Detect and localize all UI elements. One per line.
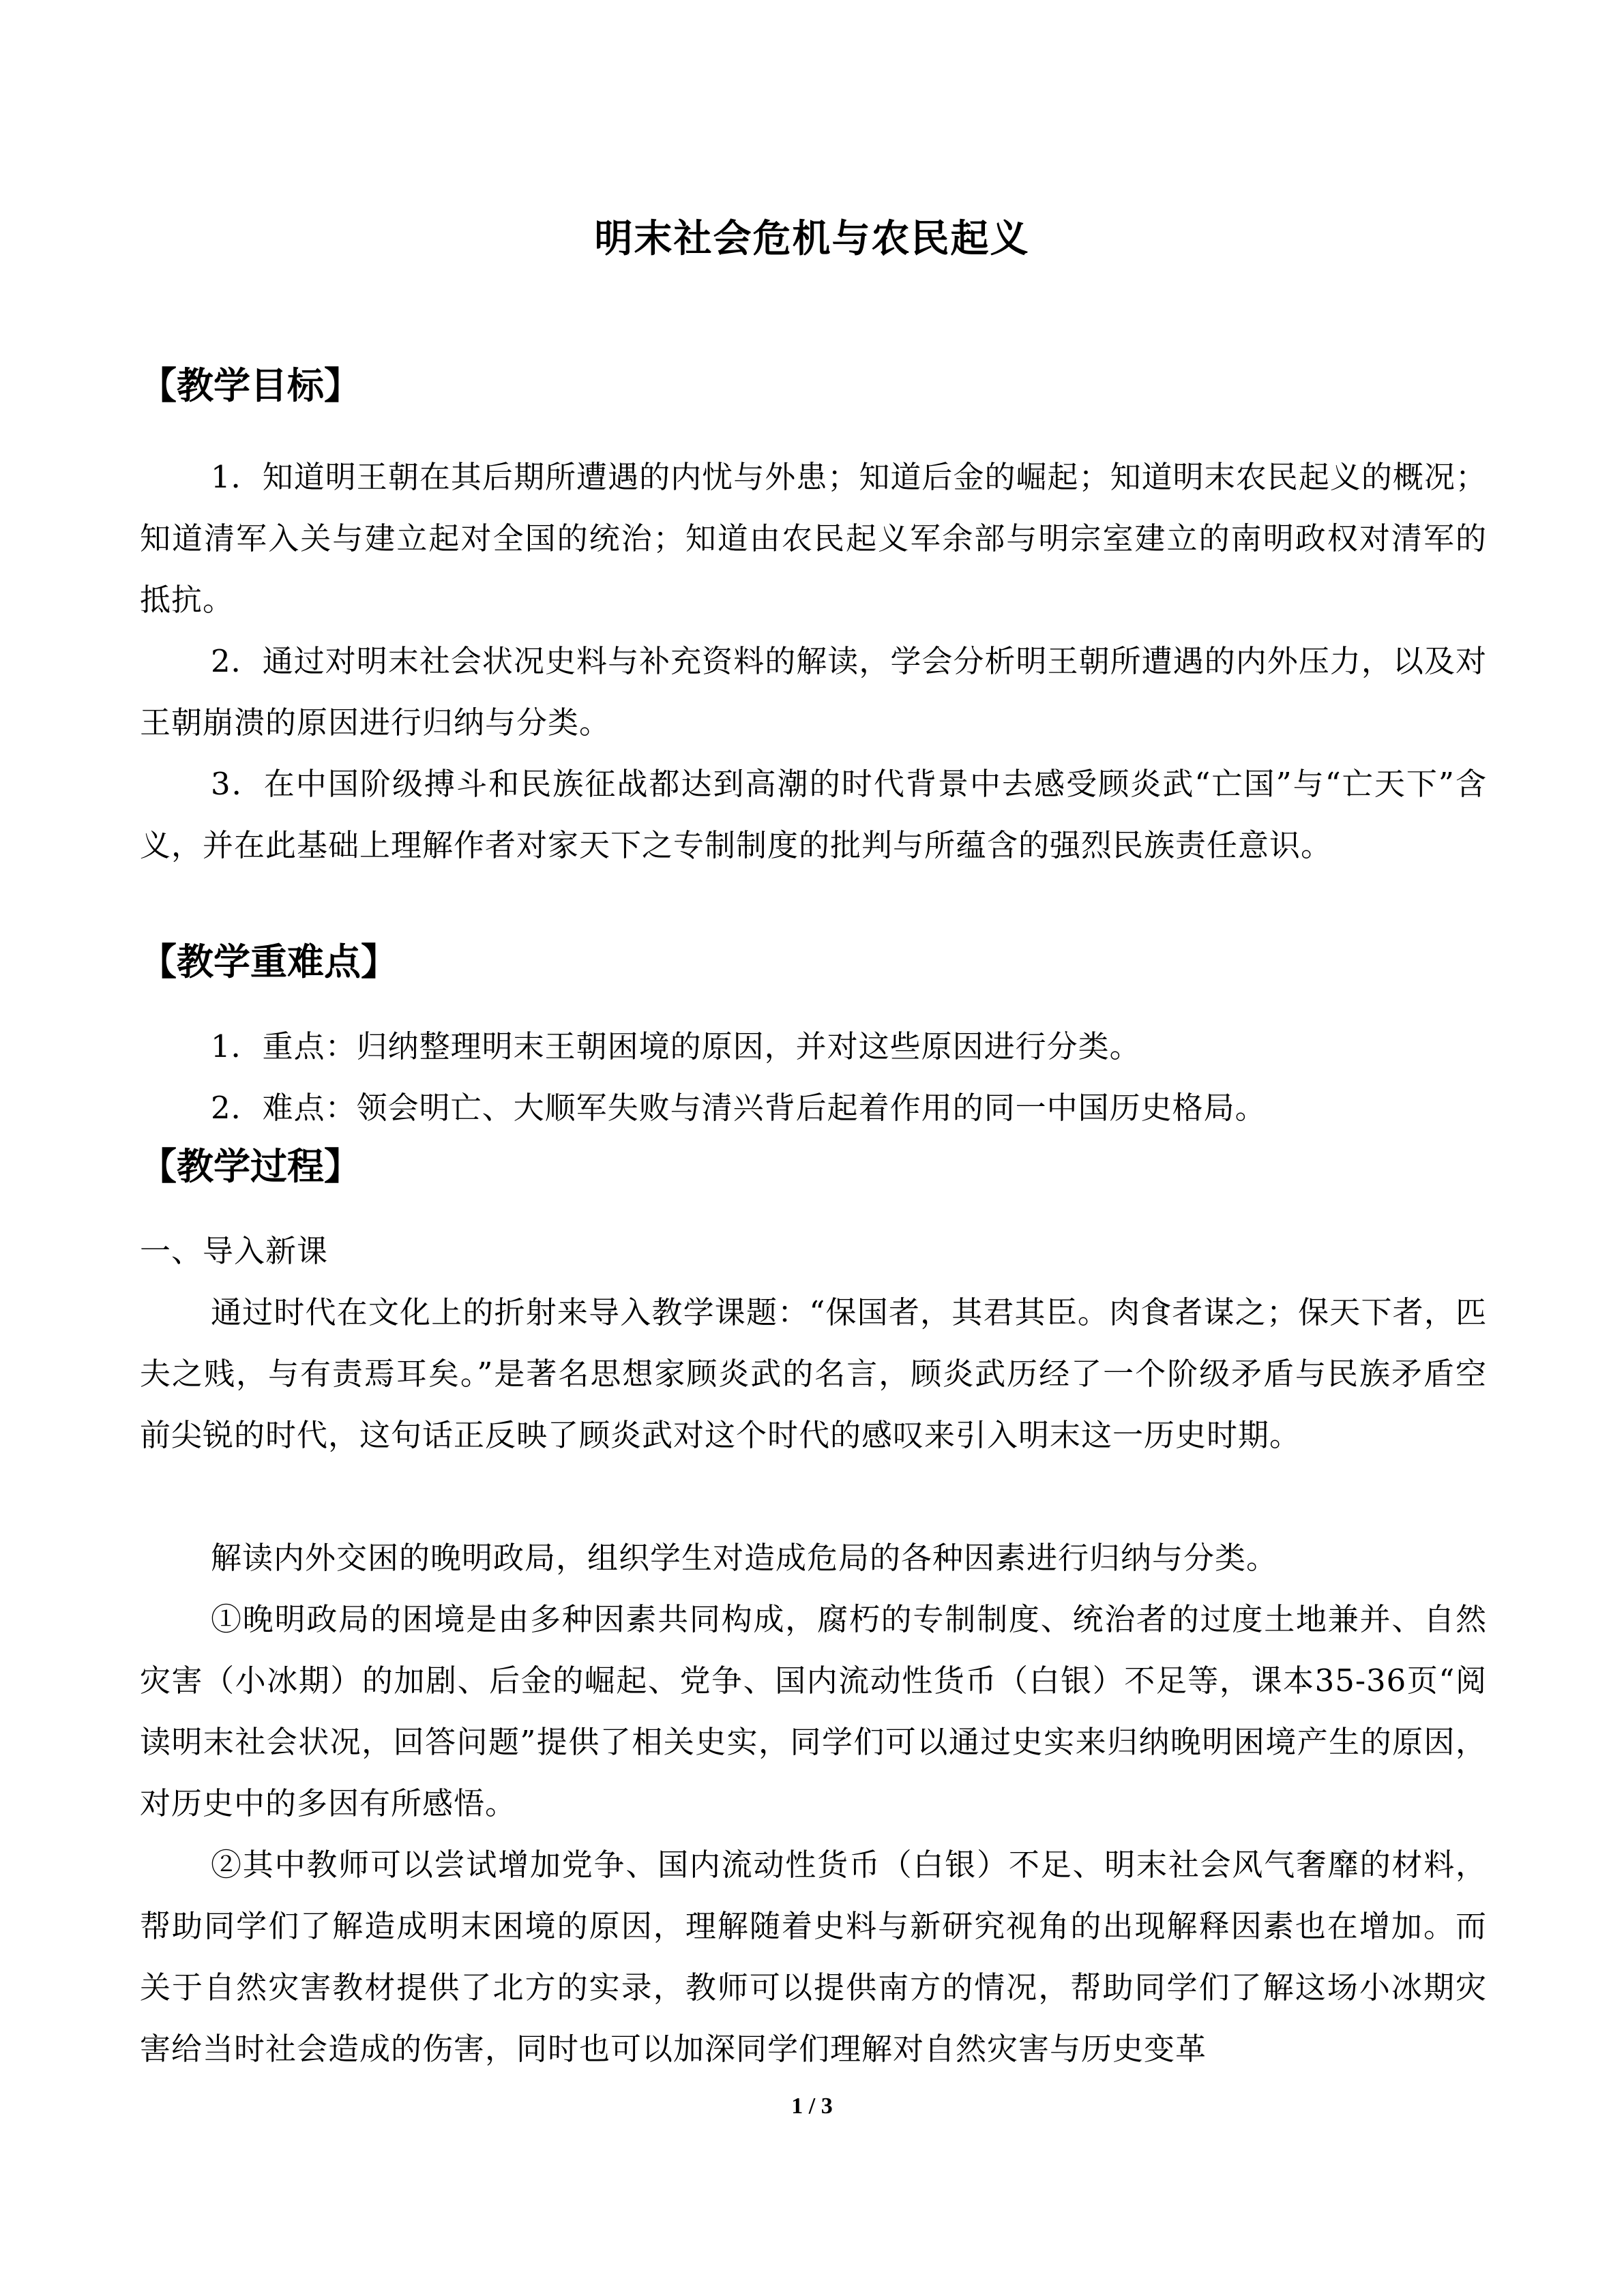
section-heading-key-points: 【教学重难点】 xyxy=(140,940,398,983)
key-point-item-1: 1．重点：归纳整理明末王朝困境的原因，并对这些原因进行分类。 xyxy=(211,1028,1141,1064)
objective-item-3: 3．在中国阶级搏斗和民族征战都达到高潮的时代背景中去感受顾炎武“亡国”与“亡天下”含义，并在此基础上理解作者对家天下之专制制度的批判与所蕴含的强烈民族责任意识。 xyxy=(140,766,1487,863)
objective-item-2: 2．通过对明末社会状况史料与补充资料的解读，学会分析明王朝所遭遇的内外压力，以及对王朝崩溃的原因进行归纳与分类。 xyxy=(140,643,1487,741)
section-heading-objectives: 【教学目标】 xyxy=(140,363,361,407)
process-paragraph-1: 通过时代在文化上的折射来导入教学课题：“保国者，其君其臣。肉食者谋之；保天下者，匹夫之贱，与有责焉耳矣。”是著名思想家顾炎武的名言，顾炎武历经了一个阶级矛盾与民族矛盾空前尖锐的时代，这句话正反映了顾炎武对这个时代的感叹来引入明末这一历史时期。 xyxy=(140,1294,1487,1453)
process-subheading: 一、导入新课 xyxy=(140,1233,329,1269)
objective-item-1: 1．知道明王朝在其后期所遭遇的内忧与外患；知道后金的崛起；知道明末农民起义的概况；知道清军入关与建立起对全国的统治；知道由农民起义军余部与明宗室建立的南明政权对清军的抵抗。 xyxy=(140,459,1487,618)
process-paragraph-4: ②其中教师可以尝试增加党争、国内流动性货币（白银）不足、明末社会风气奢靡的材料，帮助同学们了解造成明末困境的原因，理解随着史料与新研究视角的出现解释因素也在增加。而关于自然灾害教材提供了北方的实录，教师可以提供南方的情况，帮助同学们了解这场小冰期灾害给当时社会造成的伤害，同时也可以加深同学们理解对自然灾害与历史变革 xyxy=(140,1847,1487,2067)
page-title: 明末社会危机与农民起义 xyxy=(594,216,1030,261)
process-paragraph-3: ①晚明政局的困境是由多种因素共同构成，腐朽的专制制度、统治者的过度土地兼并、自然灾害（小冰期）的加剧、后金的崛起、党争、国内流动性货币（白银）不足等，课本35-36页“阅读明末社会状况，回答问题”提供了相关史实，同学们可以通过史实来归纳晚明困境产生的原因，对历史中的多因有所感悟。 xyxy=(140,1601,1487,1821)
key-point-item-2: 2．难点：领会明亡、大顺军失败与清兴背后起着作用的同一中国历史格局。 xyxy=(211,1090,1267,1126)
section-heading-process: 【教学过程】 xyxy=(140,1144,361,1188)
process-paragraph-2: 解读内外交困的晚明政局，组织学生对造成危局的各种因素进行归纳与分类。 xyxy=(211,1540,1278,1576)
page-number: 1 / 3 xyxy=(791,2093,833,2119)
